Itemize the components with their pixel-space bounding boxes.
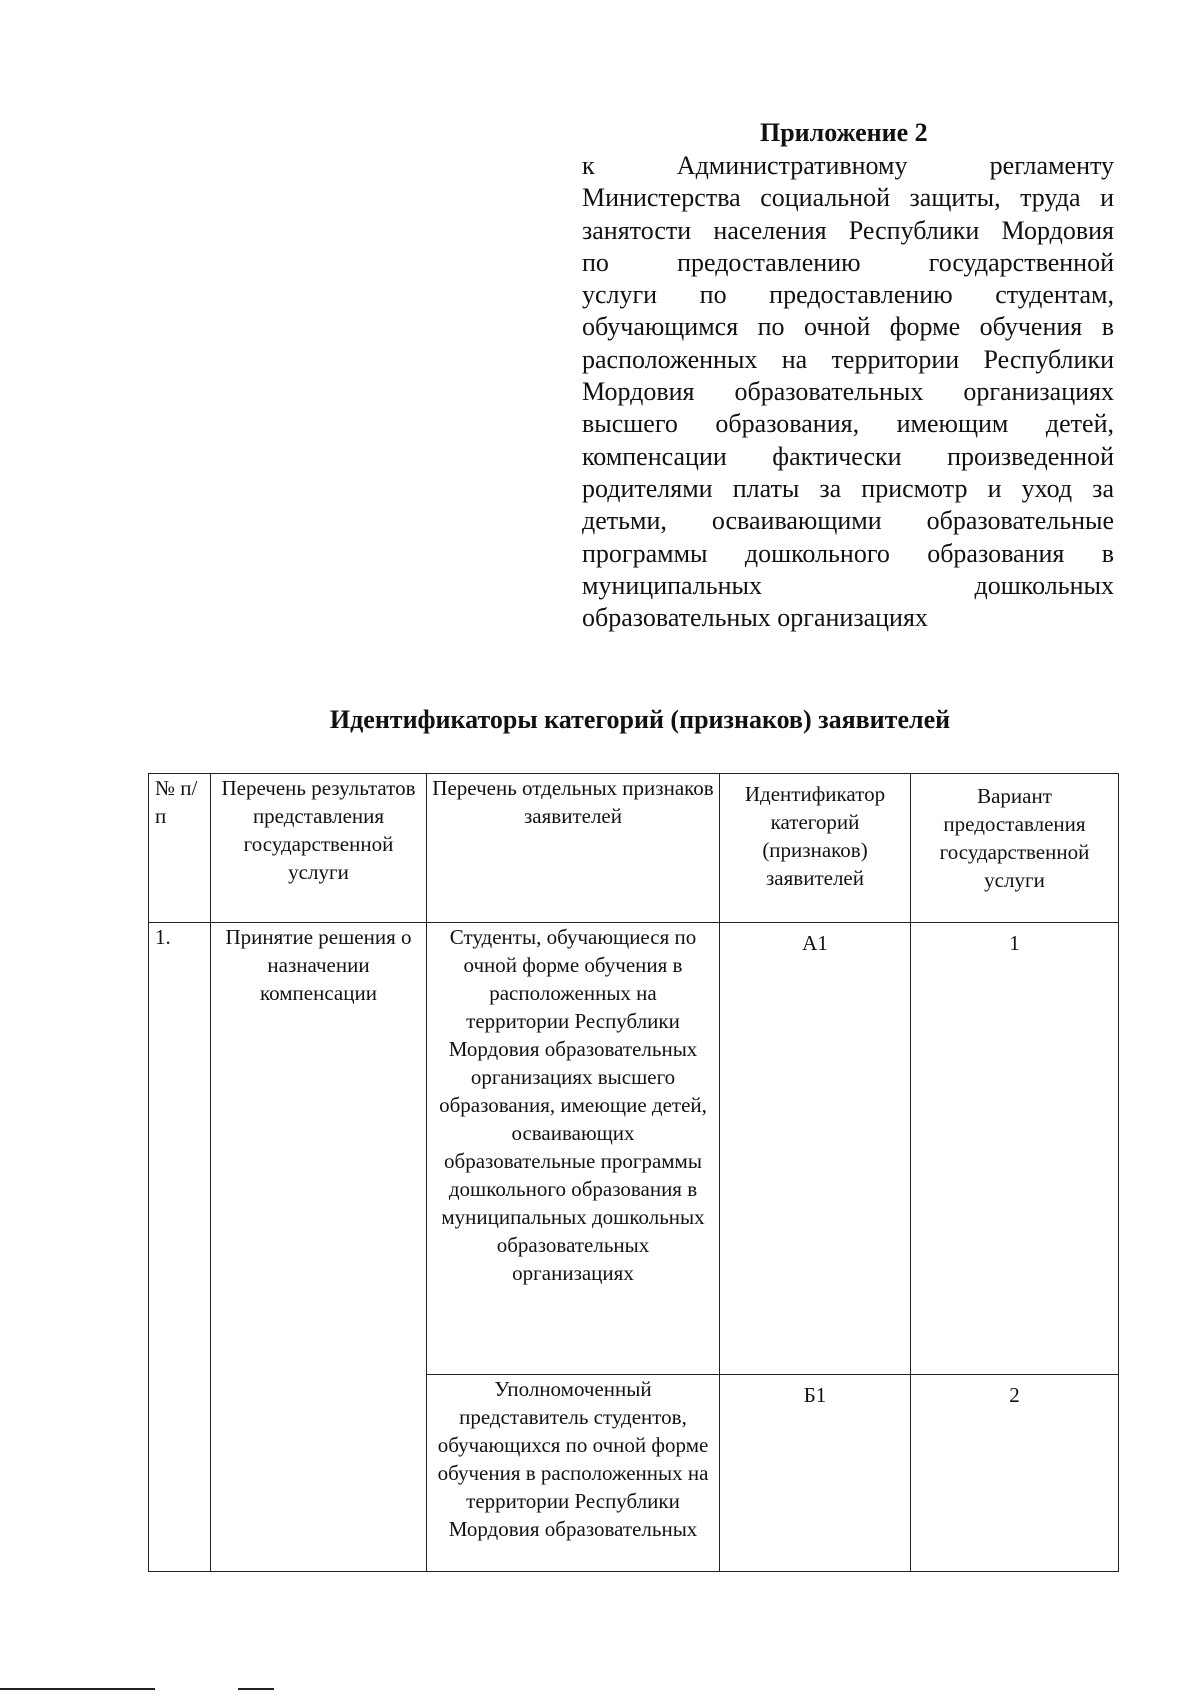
annex-line: муниципальных дошкольных — [582, 570, 1114, 600]
annex-line: детьми, осваивающими образовательные — [582, 506, 1114, 536]
annex-line: занятости населения Республики Мордовия — [582, 215, 1114, 245]
annex-line: Министерства социальной защиты, труда и — [582, 183, 1114, 213]
annex-line: расположенных на территории Республики — [582, 344, 1114, 374]
annex-line: к Административному регламенту — [582, 151, 1114, 180]
footnote-rule — [238, 1688, 274, 1690]
annex-reference — [582, 150, 1114, 634]
annex-line: услуги по предоставлению студентам, — [582, 280, 1114, 310]
annex-title: Приложение 2 — [760, 118, 928, 147]
cell-variant: 2 — [911, 1375, 1119, 1572]
footnote-rule — [0, 1688, 155, 1690]
cell-number: 1. — [149, 923, 211, 1572]
cell-result: Принятие решения о назначении компенсации — [211, 923, 427, 1572]
annex-line: обучающимся по очной форме обучения в — [582, 312, 1114, 342]
annex-line: образовательных организациях — [582, 603, 928, 633]
annex-line: Мордовия образовательных организациях — [582, 377, 1114, 407]
categories-table — [148, 773, 1119, 1572]
header-number: № п/п — [149, 774, 211, 923]
cell-identifier: А1 — [720, 923, 911, 1375]
header-result: Перечень результатов представления государственной услуги — [211, 774, 427, 923]
annex-line: программы дошкольного образования в — [582, 538, 1114, 568]
header-features: Перечень отдельных признаков заявителей — [427, 774, 720, 923]
cell-feature: Студенты, обучающиеся по очной форме обучения в расположенных на территории Республики Мордовия образовательных организациях высшего образования, имеющие детей, осваивающих образовательные программы дошкольного образования в муниципальных дошкольных образовательных организациях — [427, 923, 720, 1375]
header-identifier: Идентификатор категорий (признаков) заявителей — [720, 774, 911, 923]
cell-feature: Уполномоченный представитель студентов, обучающихся по очной форме обучения в расположенных на территории Республики Мордовия образовательных — [427, 1375, 720, 1572]
cell-variant: 1 — [911, 923, 1119, 1375]
annex-line: родителями платы за присмотр и уход за — [582, 473, 1114, 503]
cell-identifier: Б1 — [720, 1375, 911, 1572]
annex-line: по предоставлению государственной — [582, 247, 1114, 277]
document-heading: Идентификаторы категорий (признаков) заявителей — [329, 705, 951, 734]
table-header-row — [149, 774, 1119, 923]
table-row — [149, 923, 1119, 1375]
annex-line: высшего образования, имеющим детей, — [582, 409, 1114, 439]
header-variant: Вариант предоставления государственной услуги — [911, 774, 1119, 923]
annex-line: компенсации фактически произведенной — [582, 441, 1114, 471]
